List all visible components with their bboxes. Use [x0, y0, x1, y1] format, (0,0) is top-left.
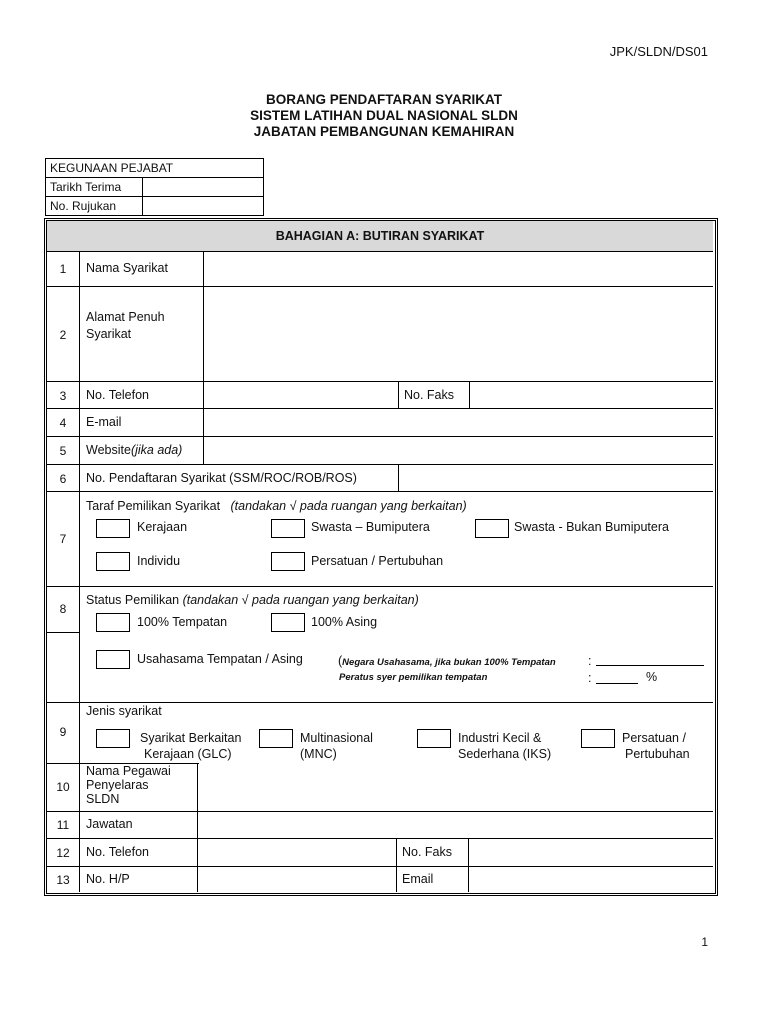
- full-address-label-line-1: Alamat Penuh: [86, 310, 165, 324]
- office-use-heading: KEGUNAAN PEJABAT: [46, 159, 264, 178]
- ownership-status-label: [86, 593, 419, 607]
- fax-field[interactable]: [474, 385, 709, 405]
- mobile-number-field[interactable]: [202, 870, 392, 890]
- website-label-note: (jika ada): [130, 443, 183, 457]
- option-label-persatuan-line-2: Pertubuhan: [625, 747, 690, 761]
- checkbox-swasta-bukan-bumiputera[interactable]: [475, 519, 509, 538]
- checkbox-usahasama[interactable]: [96, 650, 130, 669]
- website-label: [86, 443, 182, 457]
- email-field[interactable]: [208, 412, 708, 432]
- row-divider: [47, 464, 713, 465]
- position-field[interactable]: [202, 814, 708, 834]
- row-number: 12: [56, 846, 70, 860]
- checkbox-glc[interactable]: [96, 729, 130, 748]
- row-number: 6: [59, 472, 67, 486]
- coordinator-name-label-line-3: SLDN: [86, 792, 120, 806]
- coordinator-email-label: Email: [402, 872, 434, 886]
- row-divider: [47, 286, 713, 287]
- ownership-type-label: [86, 499, 467, 513]
- row-number: 9: [59, 725, 67, 739]
- option-label-100-asing: 100% Asing: [311, 615, 378, 629]
- ownership-status-label-text: Status Pemilikan: [86, 593, 180, 607]
- telephone-field[interactable]: [208, 385, 393, 405]
- website-label-text: Website: [86, 443, 131, 457]
- joint-venture-note-open: (: [338, 654, 343, 668]
- checkbox-swasta-bumiputera[interactable]: [271, 519, 305, 538]
- row-number: 11: [56, 818, 70, 832]
- row-divider: [47, 491, 713, 492]
- company-name-field[interactable]: [208, 256, 708, 282]
- row-number: 2: [59, 328, 67, 342]
- label-column-divider: [197, 763, 198, 892]
- mobile-number-label: No. H/P: [86, 872, 130, 886]
- label-column-divider: [203, 251, 204, 464]
- number-column-divider: [79, 251, 80, 892]
- joint-venture-country-field[interactable]: [596, 652, 704, 666]
- checkbox-kerajaan[interactable]: [96, 519, 130, 538]
- fax-value-divider: [469, 381, 470, 408]
- company-type-label: Jenis syarikat: [86, 704, 162, 718]
- document-reference-code: JPK/SLDN/DS01: [609, 44, 708, 59]
- checkbox-mnc[interactable]: [259, 729, 293, 748]
- option-label-glc-line-2: Kerajaan (GLC): [144, 747, 232, 761]
- row-number: 1: [59, 262, 67, 276]
- full-address-field[interactable]: [208, 290, 708, 376]
- registration-number-field[interactable]: [404, 468, 709, 488]
- option-label-kerajaan: Kerajaan: [137, 520, 188, 534]
- option-label-iks-line-1: Industri Kecil &: [458, 731, 542, 745]
- page-number: 1: [701, 935, 708, 949]
- checkbox-100-asing[interactable]: [271, 613, 305, 632]
- coordinator-email-field[interactable]: [473, 870, 709, 890]
- row-number: 10: [56, 780, 70, 794]
- row-number: 8: [59, 602, 67, 616]
- option-label-mnc-line-2: (MNC): [300, 747, 337, 761]
- coordinator-telephone-field[interactable]: [202, 842, 392, 862]
- local-share-note: Peratus syer pemilikan tempatan: [339, 672, 488, 683]
- row-number: 13: [56, 873, 70, 887]
- coordinator-name-field[interactable]: [202, 767, 708, 807]
- reference-number-field[interactable]: [143, 197, 264, 216]
- date-received-field[interactable]: [143, 178, 264, 197]
- row-divider: [47, 632, 79, 633]
- option-label-swasta-bumiputera: Swasta – Bumiputera: [311, 520, 430, 534]
- option-label-swasta-bukan-bumiputera: Swasta - Bukan Bumiputera: [514, 520, 669, 534]
- checkbox-individu[interactable]: [96, 552, 130, 571]
- option-label-mnc-line-1: Multinasional: [300, 731, 373, 745]
- option-label-persatuan-line-1: Persatuan /: [622, 731, 686, 745]
- company-name-label: Nama Syarikat: [86, 261, 168, 275]
- row-divider: [47, 381, 713, 382]
- full-address-label-line-2: Syarikat: [86, 327, 132, 341]
- local-share-colon: :: [588, 671, 592, 685]
- coordinator-fax-field[interactable]: [473, 842, 709, 862]
- percent-sign: %: [646, 670, 658, 684]
- row-divider: [47, 251, 713, 252]
- fax-label-divider: [396, 838, 397, 892]
- checkbox-100-tempatan[interactable]: [96, 613, 130, 632]
- ownership-type-note: (tandakan √ pada ruangan yang berkaitan): [230, 499, 467, 513]
- joint-venture-note-text: Negara Usahasama, jika bukan 100% Tempatan: [342, 657, 556, 668]
- row-divider: [47, 408, 713, 409]
- row-divider: [47, 436, 713, 437]
- option-label-persatuan-pertubuhan: Persatuan / Pertubuhan: [311, 554, 444, 568]
- registration-number-label: No. Pendaftaran Syarikat (SSM/ROC/ROB/ROS): [86, 471, 357, 485]
- option-label-100-tempatan: 100% Tempatan: [137, 615, 228, 629]
- coordinator-name-label-line-1: Nama Pegawai: [86, 764, 171, 778]
- row-divider: [47, 838, 713, 839]
- date-received-label: Tarikh Terima: [46, 178, 143, 197]
- row-divider: [47, 811, 713, 812]
- row-number: 7: [59, 532, 67, 546]
- form-title-line-1: BORANG PENDAFTARAN SYARIKAT: [265, 92, 502, 107]
- checkbox-persatuan[interactable]: [581, 729, 615, 748]
- fax-label: No. Faks: [404, 388, 455, 402]
- coordinator-fax-label: No. Faks: [402, 845, 453, 859]
- reference-number-label: No. Rujukan: [46, 197, 143, 216]
- checkbox-persatuan-pertubuhan[interactable]: [271, 552, 305, 571]
- ownership-status-note: (tandakan √ pada ruangan yang berkaitan): [182, 593, 419, 607]
- position-label: Jawatan: [86, 817, 133, 831]
- office-use-table: [45, 158, 264, 216]
- option-label-iks-line-2: Sederhana (IKS): [458, 747, 552, 761]
- option-label-usahasama: Usahasama Tempatan / Asing: [137, 652, 303, 666]
- registration-value-divider: [398, 464, 399, 491]
- coordinator-telephone-label: No. Telefon: [86, 845, 150, 859]
- joint-venture-country-colon: :: [588, 654, 592, 668]
- fax-label-divider: [398, 381, 399, 408]
- section-a-heading: BAHAGIAN A: BUTIRAN SYARIKAT: [47, 221, 713, 251]
- row-divider: [47, 586, 713, 587]
- row-number: 3: [59, 389, 67, 403]
- row-divider: [47, 763, 79, 764]
- website-field[interactable]: [208, 440, 708, 460]
- form-title: [0, 92, 768, 140]
- local-share-field[interactable]: [596, 670, 638, 684]
- option-label-glc-line-1: Syarikat Berkaitan: [140, 731, 242, 745]
- row-number: 4: [59, 416, 67, 430]
- joint-venture-country-note: [338, 654, 556, 668]
- row-divider: [47, 866, 713, 867]
- row-number: 5: [59, 444, 67, 458]
- option-label-individu: Individu: [137, 554, 181, 568]
- email-label: E-mail: [86, 415, 122, 429]
- row-divider: [47, 702, 713, 703]
- ownership-type-label-text: Taraf Pemilikan Syarikat: [86, 499, 221, 513]
- form-title-line-3: JABATAN PEMBANGUNAN KEMAHIRAN: [253, 124, 515, 139]
- checkbox-iks[interactable]: [417, 729, 451, 748]
- telephone-label: No. Telefon: [86, 388, 150, 402]
- form-title-line-2: SISTEM LATIHAN DUAL NASIONAL SLDN: [250, 108, 518, 123]
- coordinator-name-label-line-2: Penyelaras: [86, 778, 149, 792]
- fax-value-divider: [468, 838, 469, 892]
